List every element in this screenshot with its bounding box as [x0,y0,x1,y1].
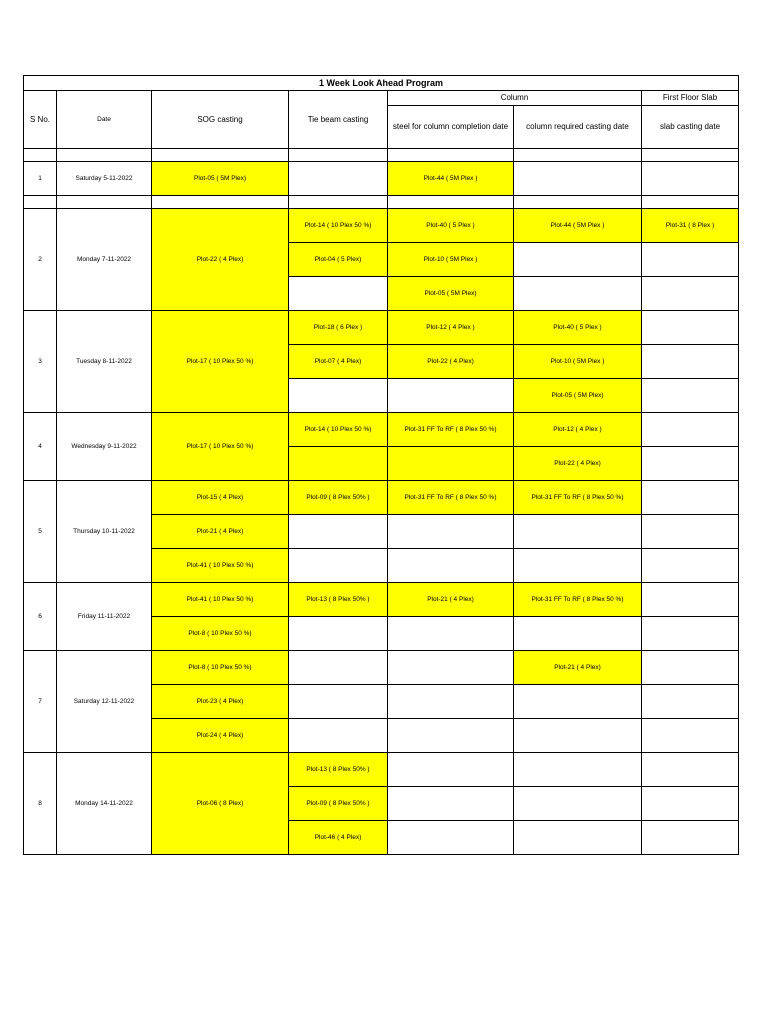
slab-cell [642,345,739,379]
table-row [24,209,739,243]
col-cell [514,243,642,277]
steel-cell: Plot-31 FF To RF ( 8 Plex 50 %) [388,481,514,515]
spacer-cell [24,196,57,209]
steel-cell [388,787,514,821]
slab-cell [642,311,739,345]
spacer-cell [289,149,388,162]
slab-cell [642,617,739,651]
sog-cell: Plot-17 ( 10 Plex 50 %) [152,413,289,481]
slab-cell [642,821,739,855]
date-cell: Tuesday 8-11-2022 [57,311,152,413]
col-cell: Plot-21 ( 4 Plex) [514,651,642,685]
steel-cell: Plot-05 ( 5M Plex) [388,277,514,311]
table-row [24,311,739,345]
table-row [24,651,739,685]
slab-cell: Plot-31 ( 8 Plex ) [642,209,739,243]
steel-cell: Plot-21 ( 4 Plex) [388,583,514,617]
table-row [24,583,739,617]
sno-cell: 4 [24,413,57,481]
date-cell: Thursday 10-11-2022 [57,481,152,583]
look-ahead-table [23,75,739,855]
slab-cell [642,277,739,311]
header-sno: S No. [24,91,57,149]
sog-cell: Plot-06 ( 8 Plex) [152,753,289,855]
steel-cell: Plot-22 ( 4 Plex) [388,345,514,379]
sno-cell: 3 [24,311,57,413]
tie-cell: Plot-14 ( 10 Plex 50 %) [289,413,388,447]
steel-cell: Plot-12 ( 4 Plex ) [388,311,514,345]
sno-cell: 5 [24,481,57,583]
col-cell [514,277,642,311]
steel-cell: Plot-10 ( 5M Plex ) [388,243,514,277]
date-cell: Monday 7-11-2022 [57,209,152,311]
steel-cell [388,719,514,753]
tie-cell [289,651,388,685]
tie-cell [289,447,388,481]
tie-cell [289,379,388,413]
slab-cell [642,515,739,549]
sog-cell: Plot-41 ( 10 Plex 50 %) [152,583,289,617]
date-cell: Friday 11-11-2022 [57,583,152,651]
slab-cell [642,719,739,753]
sno-cell: 1 [24,162,57,196]
table-row [24,481,739,515]
steel-cell: Plot-31 FF To RF ( 8 Plex 50 %) [388,413,514,447]
tie-cell: Plot-09 ( 8 Plex 50% ) [289,481,388,515]
spacer-cell [152,149,289,162]
spacer-cell [24,149,57,162]
sog-cell: Plot-15 ( 4 Plex) [152,481,289,515]
header-column-group: Column [388,91,642,106]
col-cell [514,515,642,549]
sog-cell: Plot-24 ( 4 Plex) [152,719,289,753]
slab-cell [642,243,739,277]
program-title: 1 Week Look Ahead Program [24,76,739,91]
header-first-floor-slab: First Floor Slab [642,91,739,106]
tie-cell: Plot-07 ( 4 Plex) [289,345,388,379]
spacer-cell [57,149,152,162]
col-cell [514,549,642,583]
col-cell [514,787,642,821]
table-row [24,413,739,447]
spacer-cell [388,149,514,162]
tie-cell: Plot-14 ( 10 Plex 50 %) [289,209,388,243]
header-tie-beam-casting: Tie beam casting [289,91,388,149]
sog-cell: Plot-8 ( 10 Plex 50 %) [152,651,289,685]
table-row [24,162,739,196]
sog-cell: Plot-05 ( 5M Plex) [152,162,289,196]
steel-cell [388,753,514,787]
steel-cell: Plot-40 ( 5 Plex ) [388,209,514,243]
tie-cell [289,515,388,549]
slab-cell [642,447,739,481]
tie-cell: Plot-46 ( 4 Plex) [289,821,388,855]
sog-cell: Plot-17 ( 10 Plex 50 %) [152,311,289,413]
slab-cell [642,379,739,413]
steel-cell [388,379,514,413]
slab-cell [642,162,739,196]
steel-cell [388,549,514,583]
slab-cell [642,753,739,787]
tie-cell [289,162,388,196]
col-cell: Plot-40 ( 5 Plex ) [514,311,642,345]
slab-cell [642,413,739,447]
steel-cell [388,617,514,651]
col-cell: Plot-44 ( 5M Plex ) [514,209,642,243]
date-cell: Saturday 5-11-2022 [57,162,152,196]
header-column-required-casting: column required casting date [514,106,642,149]
steel-cell [388,821,514,855]
col-cell [514,162,642,196]
sog-cell: Plot-41 ( 10 Plex 50 %) [152,549,289,583]
spacer-cell [57,196,152,209]
tie-cell [289,719,388,753]
table-row [24,753,739,787]
spacer-cell [388,196,514,209]
slab-cell [642,481,739,515]
tie-cell: Plot-09 ( 8 Plex 50% ) [289,787,388,821]
tie-cell [289,617,388,651]
spacer-cell [642,196,739,209]
slab-cell [642,583,739,617]
spacer-cell [152,196,289,209]
col-cell: Plot-31 FF To RF ( 8 Plex 50 %) [514,481,642,515]
spacer-cell [514,196,642,209]
sno-cell: 7 [24,651,57,753]
col-cell [514,821,642,855]
col-cell: Plot-12 ( 4 Plex ) [514,413,642,447]
slab-cell [642,549,739,583]
sog-cell: Plot-22 ( 4 Plex) [152,209,289,311]
sog-cell: Plot-21 ( 4 Plex) [152,515,289,549]
col-cell: Plot-05 ( 5M Plex) [514,379,642,413]
header-date: Date [57,91,152,149]
spacer-cell [642,149,739,162]
steel-cell [388,685,514,719]
col-cell [514,685,642,719]
slab-cell [642,787,739,821]
steel-cell [388,515,514,549]
steel-cell: Plot-44 ( 5M Plex ) [388,162,514,196]
tie-cell [289,549,388,583]
tie-cell [289,685,388,719]
header-slab-casting-date: slab casting date [642,106,739,149]
steel-cell [388,651,514,685]
date-cell: Monday 14-11-2022 [57,753,152,855]
slab-cell [642,651,739,685]
col-cell [514,617,642,651]
tie-cell: Plot-13 ( 8 Plex 50% ) [289,583,388,617]
sog-cell: Plot-8 ( 10 Plex 50 %) [152,617,289,651]
sno-cell: 6 [24,583,57,651]
col-cell: Plot-22 ( 4 Plex) [514,447,642,481]
spacer-cell [289,196,388,209]
sno-cell: 2 [24,209,57,311]
date-cell: Wednesday 9-11-2022 [57,413,152,481]
col-cell: Plot-10 ( 5M Plex ) [514,345,642,379]
sog-cell: Plot-23 ( 4 Plex) [152,685,289,719]
steel-cell [388,447,514,481]
tie-cell [289,277,388,311]
col-cell: Plot-31 FF To RF ( 8 Plex 50 %) [514,583,642,617]
tie-cell: Plot-04 ( 5 Plex) [289,243,388,277]
col-cell [514,753,642,787]
header-steel-column-completion: steel for column completion date [388,106,514,149]
col-cell [514,719,642,753]
slab-cell [642,685,739,719]
tie-cell: Plot-18 ( 6 Plex ) [289,311,388,345]
spacer-cell [514,149,642,162]
tie-cell: Plot-13 ( 8 Plex 50% ) [289,753,388,787]
sno-cell: 8 [24,753,57,855]
header-sog-casting: SOG casting [152,91,289,149]
date-cell: Saturday 12-11-2022 [57,651,152,753]
